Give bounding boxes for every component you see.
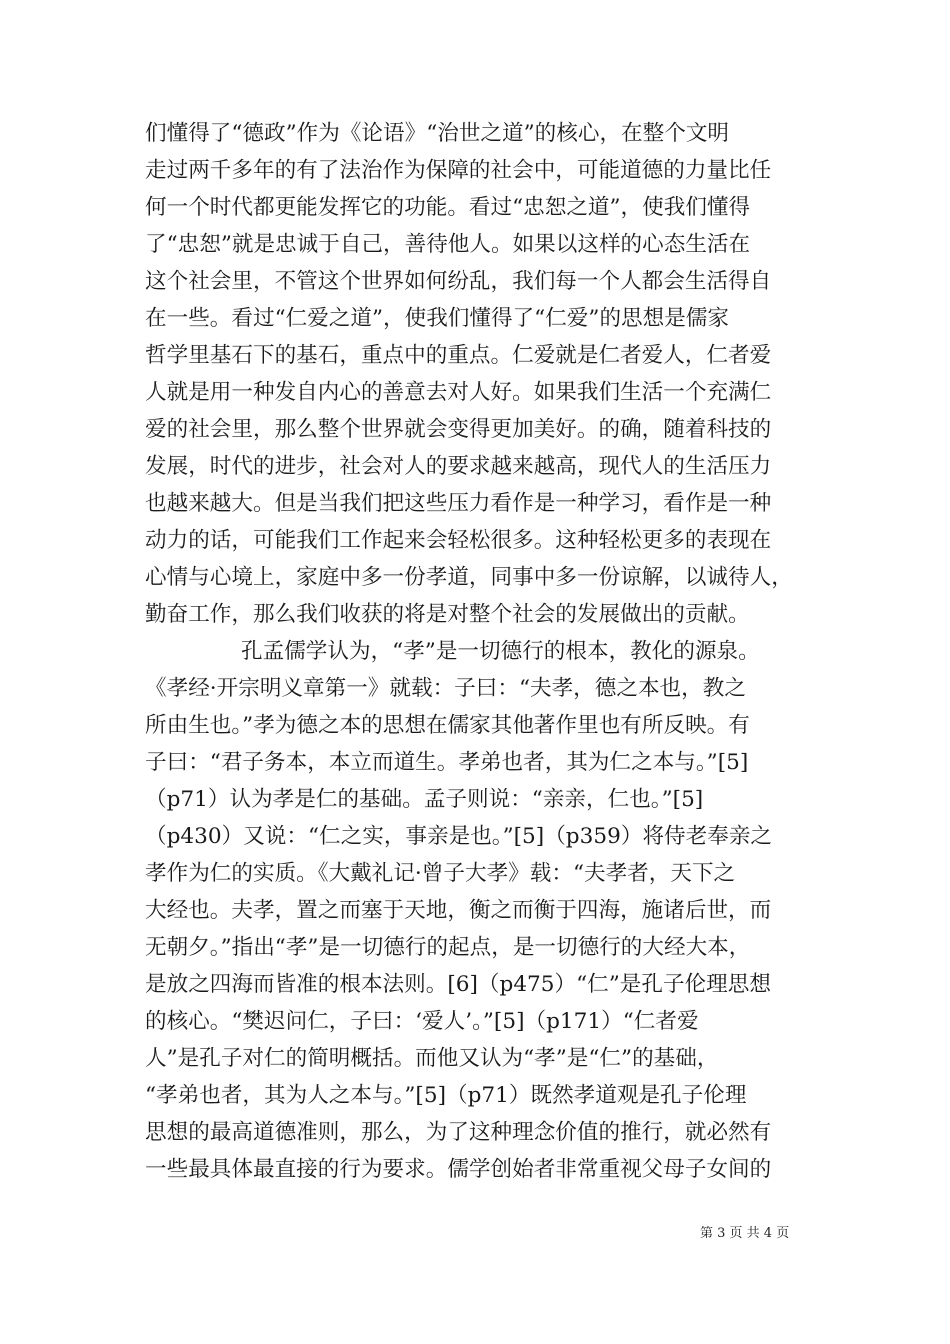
text-line: 人就是用一种发自内心的善意去对人好。如果我们生活一个充满仁	[145, 380, 772, 405]
text-line: 心情与心境上，家庭中多一份孝道，同事中多一份谅解，以诚待人，	[145, 565, 793, 590]
text-line: 一些最具体最直接的行为要求。儒学创始者非常重视父母子女间的	[145, 1157, 772, 1182]
page-number-footer: 第 3 页 共 4 页	[700, 1226, 790, 1241]
text-line: 爱的社会里，那么整个世界就会变得更加美好。的确，随着科技的	[145, 417, 772, 442]
body-text	[145, 115, 825, 1188]
text-line: 《孝经·开宗明义章第一》就载：子曰：“夫孝，德之本也，教之	[145, 676, 746, 701]
text-line: 孝作为仁的实质。《大戴礼记·曾子大孝》载：“夫孝者，天下之	[145, 861, 736, 886]
text-line: 们懂得了“德政”作为《论语》“治世之道”的核心，在整个文明	[145, 121, 730, 146]
text-line: 思想的最高道德准则，那么，为了这种理念价值的推行，就必然有	[145, 1120, 772, 1145]
text-line: 的核心。“樊迟问仁，子曰：‘爱人’。”[5]（p171）“仁者爱	[145, 1009, 699, 1034]
text-line: 人”是孔子对仁的简明概括。而他又认为“孝”是“仁”的基础，	[145, 1046, 719, 1071]
text-line: 这个社会里，不管这个世界如何纷乱，我们每一个人都会生活得自	[145, 269, 772, 294]
text-line: 子曰：“君子务本，本立而道生。孝弟也者，其为仁之本与。”[5]	[145, 750, 749, 775]
text-line: 所由生也。”孝为德之本的思想在儒家其他著作里也有所反映。有	[145, 713, 750, 738]
text-line: 发展，时代的进步，社会对人的要求越来越高，现代人的生活压力	[145, 454, 772, 479]
text-line: 也越来越大。但是当我们把这些压力看作是一种学习，看作是一种	[145, 491, 772, 516]
text-line: 哲学里基石下的基石，重点中的重点。仁爱就是仁者爱人，仁者爱	[145, 343, 772, 368]
text-line: 无朝夕。”指出“孝”是一切德行的起点，是一切德行的大经大本，	[145, 935, 751, 960]
text-line: 勤奋工作，那么我们收获的将是对整个社会的发展做出的贡献。	[145, 602, 750, 627]
paragraph-start-line: 孔孟儒学认为，“孝”是一切德行的根本，教化的源泉。	[241, 639, 760, 664]
text-line: （p71）认为孝是仁的基础。孟子则说：“亲亲，仁也。”[5]	[145, 787, 704, 812]
text-line: 在一些。看过“仁爱之道”，使我们懂得了“仁爱”的思想是儒家	[145, 306, 730, 331]
text-line: 是放之四海而皆准的根本法则。[6]（p475）“仁”是孔子伦理思想	[145, 972, 771, 997]
text-line: “孝弟也者，其为人之本与。”[5]（p71）既然孝道观是孔子伦理	[145, 1083, 747, 1108]
text-line: 动力的话，可能我们工作起来会轻松很多。这种轻松更多的表现在	[145, 528, 772, 553]
text-line: 走过两千多年的有了法治作为保障的社会中，可能道德的力量比任	[145, 158, 772, 183]
text-line: 大经也。夫孝，置之而塞于天地，衡之而衡于四海，施诸后世，而	[145, 898, 772, 923]
text-line: （p430）又说：“仁之实，事亲是也。”[5]（p359）将侍老奉亲之	[145, 824, 773, 849]
text-line: 了“忠恕”就是忠诚于自己，善待他人。如果以这样的心态生活在	[145, 232, 751, 257]
text-line: 何一个时代都更能发挥它的功能。看过“忠恕之道”，使我们懂得	[145, 195, 751, 220]
